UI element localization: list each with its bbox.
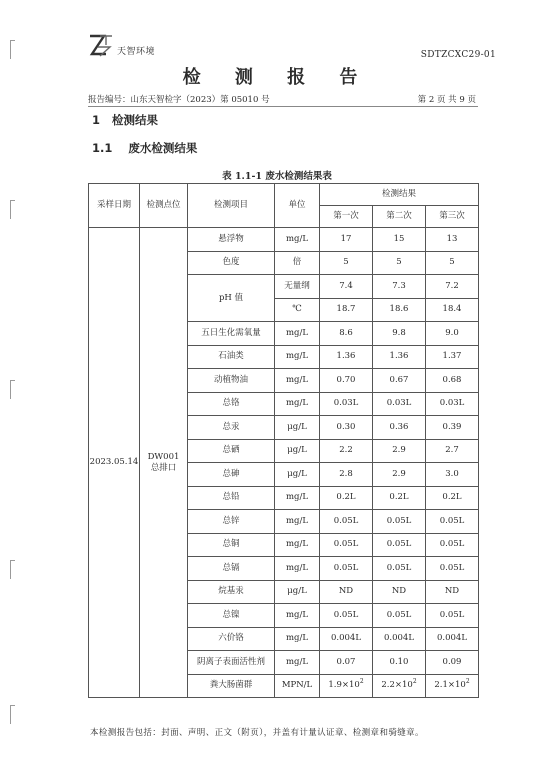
value-cell: 7.4 bbox=[320, 275, 373, 299]
unit-cell: mg/L bbox=[275, 604, 320, 628]
value-cell: 0.05L bbox=[373, 510, 426, 534]
value-cell: 18.7 bbox=[320, 298, 373, 322]
value-cell: 0.10 bbox=[373, 651, 426, 675]
header-second: 第二次 bbox=[373, 206, 426, 228]
unit-cell: mg/L bbox=[275, 345, 320, 369]
section-title: 检测结果 bbox=[112, 113, 159, 127]
header-unit: 单位 bbox=[275, 184, 320, 228]
value-cell: 0.2L bbox=[320, 486, 373, 510]
value-cell: 0.05L bbox=[426, 510, 479, 534]
results-table bbox=[88, 183, 479, 698]
value-cell: 15 bbox=[373, 228, 426, 252]
value-cell: 0.05L bbox=[373, 557, 426, 581]
point-code: DW001 bbox=[147, 451, 180, 462]
unit-cell: mg/L bbox=[275, 651, 320, 675]
value-cell: 0.05L bbox=[373, 604, 426, 628]
value-cell: 2.7 bbox=[426, 439, 479, 463]
header-divider bbox=[88, 106, 478, 107]
value-cell: ND bbox=[426, 580, 479, 604]
section-heading bbox=[92, 112, 158, 128]
value-cell: 3.0 bbox=[426, 463, 479, 487]
header-test-item: 检测项目 bbox=[188, 184, 275, 228]
value-cell: 0.03L bbox=[320, 392, 373, 416]
subsection-title: 废水检测结果 bbox=[128, 141, 198, 155]
value-cell: 7.2 bbox=[426, 275, 479, 299]
value-cell: ND bbox=[320, 580, 373, 604]
binding-mark bbox=[10, 200, 15, 219]
unit-cell: mg/L bbox=[275, 369, 320, 393]
section-number: 1 bbox=[92, 113, 101, 127]
value-base: 2.2×10 bbox=[381, 680, 413, 691]
test-point-cell bbox=[140, 228, 188, 698]
header-results: 检测结果 bbox=[320, 184, 479, 206]
sample-date-cell: 2023.05.14 bbox=[89, 228, 140, 698]
point-name: 总排口 bbox=[150, 462, 177, 473]
value-cell: 5 bbox=[373, 251, 426, 275]
value-cell: 5 bbox=[426, 251, 479, 275]
item-cell: 阴离子表面活性剂 bbox=[188, 651, 275, 675]
page-title: 检 测 报 告 bbox=[182, 67, 372, 88]
value-cell: 0.05L bbox=[373, 533, 426, 557]
value-cell: 1.37 bbox=[426, 345, 479, 369]
value-cell: 2.9 bbox=[373, 439, 426, 463]
value-cell: 0.70 bbox=[320, 369, 373, 393]
unit-cell: 倍 bbox=[275, 251, 320, 275]
item-cell: 五日生化需氧量 bbox=[188, 322, 275, 346]
unit-cell: ℃ bbox=[275, 298, 320, 322]
value-cell: 5 bbox=[320, 251, 373, 275]
value-exponent: 2 bbox=[465, 678, 470, 686]
value-cell: 13 bbox=[426, 228, 479, 252]
value-cell: 0.004L bbox=[426, 627, 479, 651]
binding-mark bbox=[10, 40, 15, 59]
value-cell bbox=[373, 674, 426, 698]
value-cell: 18.4 bbox=[426, 298, 479, 322]
unit-cell: mg/L bbox=[275, 322, 320, 346]
value-cell: 0.004L bbox=[373, 627, 426, 651]
value-cell: 0.05L bbox=[320, 533, 373, 557]
value-cell: 0.05L bbox=[426, 557, 479, 581]
item-cell: 色度 bbox=[188, 251, 275, 275]
item-cell: 总砷 bbox=[188, 463, 275, 487]
footer-note: 本检测报告包括：封面、声明、正文（附页），并盖有计量认证章、检测章和骑缝章。 bbox=[90, 728, 424, 738]
item-cell: 总镍 bbox=[188, 604, 275, 628]
value-cell: 7.3 bbox=[373, 275, 426, 299]
value-cell: 0.05L bbox=[426, 533, 479, 557]
binding-mark bbox=[10, 705, 15, 724]
value-cell: 2.2 bbox=[320, 439, 373, 463]
value-cell bbox=[426, 674, 479, 698]
subsection-heading bbox=[92, 140, 197, 156]
company-name: 天智环境 bbox=[117, 47, 156, 57]
value-exponent: 2 bbox=[359, 678, 364, 686]
unit-cell: μg/L bbox=[275, 416, 320, 440]
value-cell: 0.05L bbox=[426, 604, 479, 628]
doc-code: SDTZCXC29-01 bbox=[420, 50, 496, 60]
value-cell: 0.2L bbox=[426, 486, 479, 510]
header-third: 第三次 bbox=[426, 206, 479, 228]
value-cell: 2.8 bbox=[320, 463, 373, 487]
unit-cell: μg/L bbox=[275, 463, 320, 487]
value-cell: 0.03L bbox=[373, 392, 426, 416]
value-base: 1.9×10 bbox=[328, 680, 360, 691]
table-caption: 表 1.1-1 废水检测结果表 bbox=[222, 171, 332, 182]
unit-cell: mg/L bbox=[275, 510, 320, 534]
value-cell: 0.2L bbox=[373, 486, 426, 510]
value-cell: 18.6 bbox=[373, 298, 426, 322]
unit-cell: mg/L bbox=[275, 228, 320, 252]
page-number: 第 2 页 共 9 页 bbox=[417, 95, 476, 105]
value-cell: 2.9 bbox=[373, 463, 426, 487]
item-cell: 动植物油 bbox=[188, 369, 275, 393]
item-cell: 总铬 bbox=[188, 392, 275, 416]
value-cell: 0.07 bbox=[320, 651, 373, 675]
item-cell: 悬浮物 bbox=[188, 228, 275, 252]
value-cell: 9.8 bbox=[373, 322, 426, 346]
tz-logo-icon bbox=[88, 33, 114, 57]
value-cell: 1.36 bbox=[373, 345, 426, 369]
unit-cell: μg/L bbox=[275, 580, 320, 604]
item-cell: 总硒 bbox=[188, 439, 275, 463]
value-cell: 17 bbox=[320, 228, 373, 252]
value-cell: 0.39 bbox=[426, 416, 479, 440]
value-cell: 1.36 bbox=[320, 345, 373, 369]
item-cell: pH 值 bbox=[188, 275, 275, 322]
value-cell: 0.36 bbox=[373, 416, 426, 440]
value-cell: 0.30 bbox=[320, 416, 373, 440]
value-cell: 8.6 bbox=[320, 322, 373, 346]
value-cell: ND bbox=[373, 580, 426, 604]
item-cell: 六价铬 bbox=[188, 627, 275, 651]
value-base: 2.1×10 bbox=[434, 680, 466, 691]
unit-cell: μg/L bbox=[275, 439, 320, 463]
value-cell: 0.05L bbox=[320, 510, 373, 534]
unit-cell: 无量纲 bbox=[275, 275, 320, 299]
unit-cell: mg/L bbox=[275, 533, 320, 557]
unit-cell: mg/L bbox=[275, 557, 320, 581]
item-cell: 总铜 bbox=[188, 533, 275, 557]
value-cell: 0.004L bbox=[320, 627, 373, 651]
binding-mark bbox=[10, 380, 15, 399]
subsection-number: 1.1 bbox=[92, 141, 113, 155]
report-number: 报告编号：山东天智检字（2023）第 05010 号 bbox=[88, 95, 270, 105]
header-sample-date: 采样日期 bbox=[89, 184, 140, 228]
unit-cell: mg/L bbox=[275, 392, 320, 416]
value-cell: 0.09 bbox=[426, 651, 479, 675]
item-cell: 烷基汞 bbox=[188, 580, 275, 604]
unit-cell: MPN/L bbox=[275, 674, 320, 698]
value-cell: 9.0 bbox=[426, 322, 479, 346]
table-row bbox=[89, 228, 479, 252]
header-test-point: 检测点位 bbox=[140, 184, 188, 228]
item-cell: 总镉 bbox=[188, 557, 275, 581]
value-cell: 0.03L bbox=[426, 392, 479, 416]
unit-cell: mg/L bbox=[275, 627, 320, 651]
item-cell: 石油类 bbox=[188, 345, 275, 369]
unit-cell: mg/L bbox=[275, 486, 320, 510]
value-cell: 0.05L bbox=[320, 557, 373, 581]
item-cell: 粪大肠菌群 bbox=[188, 674, 275, 698]
value-cell bbox=[320, 674, 373, 698]
value-cell: 0.68 bbox=[426, 369, 479, 393]
item-cell: 总铅 bbox=[188, 486, 275, 510]
company-logo bbox=[88, 32, 155, 57]
item-cell: 总汞 bbox=[188, 416, 275, 440]
value-exponent: 2 bbox=[412, 678, 417, 686]
value-cell: 0.67 bbox=[373, 369, 426, 393]
header-first: 第一次 bbox=[320, 206, 373, 228]
value-cell: 0.05L bbox=[320, 604, 373, 628]
binding-mark bbox=[10, 560, 15, 579]
item-cell: 总锌 bbox=[188, 510, 275, 534]
